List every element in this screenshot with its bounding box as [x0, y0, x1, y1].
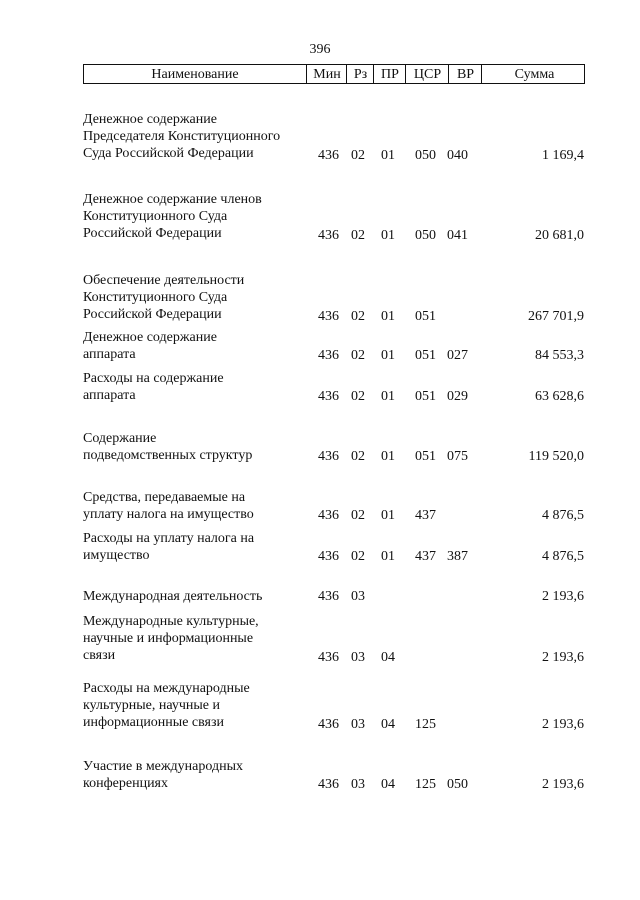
row-sum: 119 520,0: [528, 449, 584, 464]
table-row: [0, 613, 640, 666]
row-name: Расходы на международные культурные, научные и информационные связи: [83, 681, 250, 730]
row-pr-code: 04: [381, 717, 395, 732]
row-csr-code: 051: [415, 348, 436, 363]
table-row: [0, 758, 640, 793]
table-row: [0, 111, 640, 164]
row-pr-code: 01: [381, 148, 395, 163]
row-sum: 84 553,3: [535, 348, 584, 363]
row-vr-code: 387: [447, 549, 468, 564]
table-row: [0, 191, 640, 244]
row-vr-code: [447, 588, 477, 605]
row-sum: 1 169,4: [542, 148, 584, 163]
table-row: [0, 530, 640, 565]
row-csr-code: [415, 649, 445, 666]
page-number: 396: [309, 42, 331, 57]
row-pr-code: 01: [381, 449, 395, 464]
row-rz-code: 02: [351, 389, 365, 404]
row-csr-code: 051: [415, 389, 436, 404]
row-csr-code: 050: [415, 228, 436, 243]
row-min-code: 436: [318, 589, 339, 604]
row-csr-code: 437: [415, 508, 436, 523]
row-pr-code: 01: [381, 508, 395, 523]
row-sum: 267 701,9: [528, 309, 584, 324]
table-row: [0, 329, 640, 364]
row-sum: 63 628,6: [535, 389, 584, 404]
column-header-sum: Сумма: [481, 65, 587, 83]
row-vr-code: [447, 716, 477, 733]
row-name: Содержание подведомственных структур: [83, 431, 253, 463]
row-rz-code: 03: [351, 717, 365, 732]
column-header-rz: Рз: [346, 65, 374, 83]
row-name: Денежное содержание Председателя Конституционного Суда Российской Федерации: [83, 112, 281, 161]
row-csr-code: 050: [415, 148, 436, 163]
row-pr-code: [381, 588, 405, 605]
row-sum: 4 876,5: [542, 549, 584, 564]
table-row: [0, 489, 640, 524]
row-sum: 2 193,6: [542, 589, 584, 604]
row-name: Расходы на содержание аппарата: [83, 371, 224, 403]
row-vr-code: 041: [447, 228, 468, 243]
row-rz-code: 02: [351, 228, 365, 243]
row-rz-code: 03: [351, 650, 365, 665]
row-name: Обеспечение деятельности Конституционного Суда Российской Федерации: [83, 273, 245, 322]
table-row: [0, 370, 640, 405]
row-rz-code: 02: [351, 508, 365, 523]
row-name: Денежное содержание членов Конституционного Суда Российской Федерации: [83, 192, 262, 241]
row-csr-code: [415, 588, 445, 605]
row-vr-code: 027: [447, 348, 468, 363]
row-rz-code: 02: [351, 309, 365, 324]
row-min-code: 436: [318, 777, 339, 792]
table-row: [0, 272, 640, 325]
column-header-vr: ВР: [448, 65, 482, 83]
row-vr-code: 075: [447, 449, 468, 464]
table-row: [0, 588, 640, 605]
row-pr-code: 01: [381, 348, 395, 363]
table-row: [0, 430, 640, 465]
row-name: Денежное содержание аппарата: [83, 330, 217, 362]
column-header-name: Наименование: [151, 67, 239, 82]
row-name: Международные культурные, научные и информационные связи: [83, 614, 259, 663]
row-min-code: 436: [318, 650, 339, 665]
row-sum: 2 193,6: [542, 650, 584, 665]
table-header: [83, 64, 585, 84]
row-min-code: 436: [318, 148, 339, 163]
column-header-csr: ЦСР: [405, 65, 449, 83]
row-rz-code: 02: [351, 348, 365, 363]
row-csr-code: 437: [415, 549, 436, 564]
row-min-code: 436: [318, 717, 339, 732]
row-vr-code: 040: [447, 148, 468, 163]
row-csr-code: 051: [415, 449, 436, 464]
row-csr-code: 125: [415, 717, 436, 732]
row-sum: 2 193,6: [542, 717, 584, 732]
row-sum: 2 193,6: [542, 777, 584, 792]
row-pr-code: 04: [381, 650, 395, 665]
row-rz-code: 02: [351, 449, 365, 464]
row-min-code: 436: [318, 228, 339, 243]
row-rz-code: 02: [351, 148, 365, 163]
row-sum: 4 876,5: [542, 508, 584, 523]
row-vr-code: [447, 308, 477, 325]
row-min-code: 436: [318, 508, 339, 523]
row-min-code: 436: [318, 549, 339, 564]
row-name: Средства, передаваемые на уплату налога на имущество: [83, 490, 254, 522]
row-name: Участие в международных конференциях: [83, 759, 244, 791]
row-vr-code: 029: [447, 389, 468, 404]
column-header-pr: ПР: [373, 65, 406, 83]
row-pr-code: 04: [381, 777, 395, 792]
table-row: [0, 680, 640, 733]
row-pr-code: 01: [381, 389, 395, 404]
row-min-code: 436: [318, 389, 339, 404]
row-sum: 20 681,0: [535, 228, 584, 243]
row-pr-code: 01: [381, 549, 395, 564]
row-name: Международная деятельность: [83, 589, 263, 604]
row-vr-code: [447, 507, 477, 524]
row-min-code: 436: [318, 449, 339, 464]
row-name: Расходы на уплату налога на имущество: [83, 531, 255, 563]
row-rz-code: 02: [351, 549, 365, 564]
column-header-min: Мин: [306, 65, 347, 83]
row-min-code: 436: [318, 348, 339, 363]
row-pr-code: 01: [381, 309, 395, 324]
row-pr-code: 01: [381, 228, 395, 243]
row-csr-code: 125: [415, 777, 436, 792]
row-rz-code: 03: [351, 589, 365, 604]
row-csr-code: 051: [415, 309, 436, 324]
row-vr-code: 050: [447, 777, 468, 792]
row-min-code: 436: [318, 309, 339, 324]
row-vr-code: [447, 649, 477, 666]
row-rz-code: 03: [351, 777, 365, 792]
